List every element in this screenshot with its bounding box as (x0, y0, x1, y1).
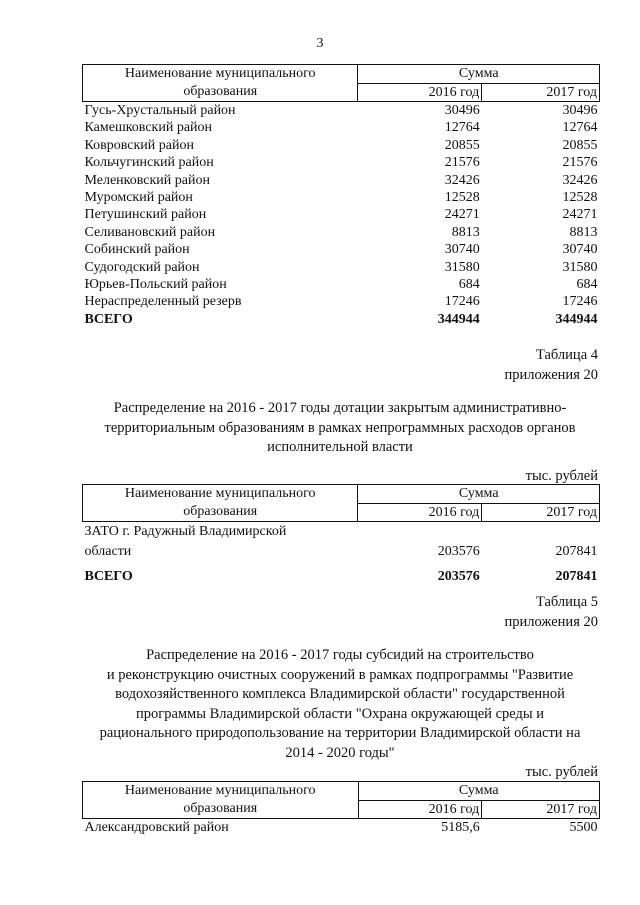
row-2017: 8813 (569, 224, 598, 240)
table-row (83, 137, 600, 154)
row-2017: 31580 (562, 259, 598, 275)
table-body (83, 819, 600, 837)
table5-label-line2: приложения 20 (504, 614, 598, 630)
row-2017: 207841 (555, 544, 598, 559)
header-name-cell (83, 782, 359, 819)
header-name-cell (83, 485, 358, 522)
table-row (83, 172, 600, 189)
table5-heading-line6: 2014 - 2020 годы" (285, 744, 395, 761)
row-2017: 12528 (562, 190, 598, 206)
row-name: Собинский район (84, 242, 190, 258)
header-sum: Сумма (358, 485, 600, 504)
subsidies-table-continued (82, 64, 600, 328)
row-2017: 30496 (562, 103, 598, 118)
row-2016: 32426 (444, 172, 480, 188)
table4-heading-line2: территориальным образованиям в рамках непрограммных расходов органов (104, 419, 576, 436)
table-row (83, 259, 600, 276)
table-row (83, 154, 600, 171)
total-2016: 203576 (437, 569, 480, 584)
header-sum: Сумма (358, 65, 600, 84)
table4-units: тыс. рублей (525, 468, 598, 484)
row-2016: 21576 (444, 155, 480, 171)
table-row (83, 189, 600, 206)
row-2017: 17246 (562, 294, 598, 310)
row-name (83, 522, 358, 563)
row-name: Петушинский район (84, 207, 207, 223)
table5-heading-line4: программы Владимирской области "Охрана окружающей среды и (135, 705, 545, 722)
header-sum: Сумма (358, 782, 600, 801)
table4-label (505, 345, 598, 385)
total-2016: 344944 (437, 311, 480, 327)
total-label: ВСЕГО (84, 311, 133, 327)
row-2017: 32426 (562, 172, 598, 188)
row-name: Кольчугинский район (84, 155, 214, 171)
row-2016: 31580 (444, 259, 480, 275)
row-2017: 684 (576, 277, 598, 293)
row-2016: 24271 (444, 207, 480, 223)
row-name-line2: области (84, 544, 132, 559)
table4-heading-line1: Распределение на 2016 - 2017 годы дотации закрытым административно- (113, 400, 567, 416)
row-name: Ковровский район (84, 137, 194, 153)
table-row (83, 119, 600, 136)
table5-heading-line3: водохозяйственного комплекса Владимирской области" государственной (115, 686, 565, 702)
table-row (83, 819, 600, 837)
table4-heading (60, 399, 620, 458)
table-row (83, 241, 600, 258)
table-row (83, 224, 600, 241)
row-2016: 30496 (444, 103, 480, 118)
table4-label-line1: Таблица 4 (535, 347, 598, 363)
row-name: Судогодский район (84, 259, 200, 275)
row-2016: 12528 (444, 190, 480, 206)
zato-subsidy-table (82, 484, 600, 585)
header-year-2016: 2016 год (358, 800, 482, 819)
header-name-cell (83, 65, 358, 102)
table-row (83, 102, 600, 120)
row-name: Гусь-Хрустальный район (84, 103, 236, 118)
table-body (83, 102, 600, 311)
row-2016: 30740 (444, 242, 480, 258)
row-name: Нераспределенный резерв (84, 294, 242, 310)
table4-heading-line3: исполнительной власти (267, 439, 413, 455)
row-2016: 203576 (437, 544, 480, 559)
row-2017: 30740 (562, 242, 598, 258)
row-2017: 24271 (562, 207, 598, 223)
total-row (83, 311, 600, 328)
row-2016: 12764 (444, 120, 480, 136)
table-row (83, 276, 600, 293)
table5-heading (60, 646, 620, 763)
row-name: Юрьев-Польский район (84, 277, 227, 293)
row-2017: 21576 (562, 155, 598, 171)
row-2016: 5185,6 (441, 820, 480, 835)
total-label: ВСЕГО (84, 569, 133, 584)
row-2016: 684 (458, 277, 480, 293)
header-name-line2: образования (183, 504, 258, 519)
header-year-2017: 2017 год (482, 83, 600, 102)
row-2017: 20855 (562, 137, 598, 153)
header-name-line1: Наименование муниципального (124, 486, 316, 501)
header-name-line1: Наименование муниципального (124, 783, 316, 798)
table-row (83, 206, 600, 223)
table-row (83, 293, 600, 310)
table5-label (505, 592, 598, 632)
header-name-line2: образования (183, 801, 258, 816)
table5-heading-line1: Распределение на 2016 - 2017 годы субсидий на строительство (146, 647, 534, 663)
header-year-2017: 2017 год (482, 800, 600, 819)
row-2017: 12764 (562, 120, 598, 136)
header-name-line2: образования (183, 84, 258, 99)
table5-units: тыс. рублей (525, 764, 598, 780)
total-2017: 207841 (555, 569, 598, 584)
row-2016: 8813 (451, 224, 480, 240)
table5-heading-line5: рационального природопользование на территории Владимирской области на (99, 725, 581, 741)
row-name: Александровский район (84, 820, 229, 835)
header-year-2016: 2016 год (358, 83, 482, 102)
table4-label-line2: приложения 20 (504, 367, 598, 383)
header-year-2017: 2017 год (482, 503, 600, 522)
row-name-line1: ЗАТО г. Радужный Владимирской (84, 524, 287, 539)
treatment-facilities-table (82, 781, 600, 836)
row-name: Селивановский район (84, 224, 216, 240)
header-name-line1: Наименование муниципального (124, 66, 316, 81)
row-2016: 17246 (444, 294, 480, 310)
table-row (83, 522, 600, 563)
row-name: Муромский район (84, 190, 193, 206)
table5-label-line1: Таблица 5 (535, 594, 598, 610)
row-name: Камешковский район (84, 120, 213, 136)
header-year-2016: 2016 год (358, 503, 482, 522)
total-row (83, 562, 600, 585)
table5-heading-line2: и реконструкцию очистных сооружений в рамках подпрограммы "Развитие (106, 666, 574, 683)
row-2016: 20855 (444, 137, 480, 153)
row-name: Меленковский район (84, 172, 210, 188)
row-2017: 5500 (569, 820, 598, 835)
total-2017: 344944 (555, 311, 598, 327)
page-number: 3 (316, 36, 324, 51)
